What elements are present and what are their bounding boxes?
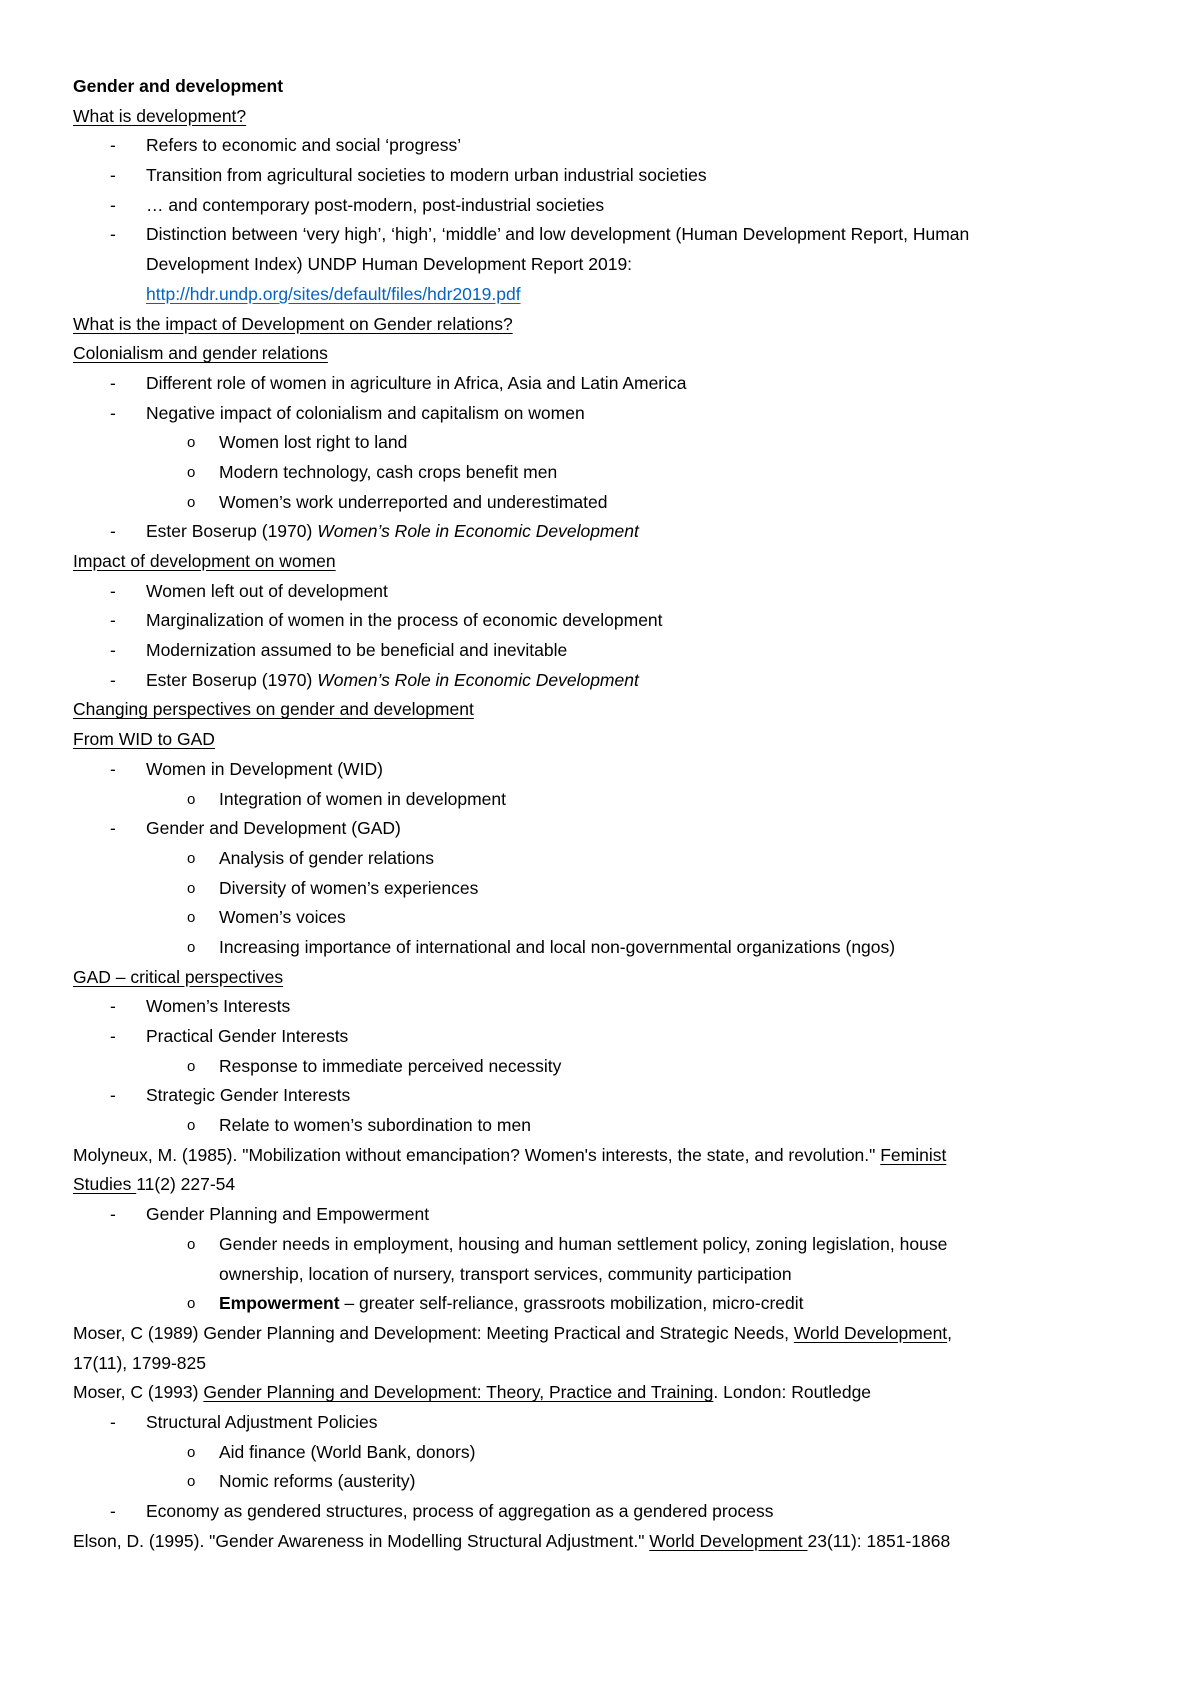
sub-list-item: o Increasing importance of international and local non-governmental organizations (ngos) <box>187 936 896 957</box>
list-item: - Gender and Development (GAD) <box>110 818 401 839</box>
sub-list-item: o Analysis of gender relations <box>187 847 434 868</box>
sub-list-item: o Nomic reforms (austerity) <box>187 1471 416 1492</box>
list-item: - Refers to economic and social ‘progress’ <box>110 135 462 156</box>
sub-list-item: o Empowerment – greater self-reliance, grassroots mobilization, micro-credit <box>187 1293 804 1314</box>
list-item: - Negative impact of colonialism and capitalism on women <box>110 402 585 423</box>
sub-list-item: o Relate to women’s subordination to men <box>187 1115 531 1136</box>
list-item: - Ester Boserup (1970) Women’s Role in Economic Development <box>110 521 639 542</box>
sub-list-item: o Integration of women in development <box>187 788 506 809</box>
list-item: - Strategic Gender Interests <box>110 1085 351 1106</box>
sub-list-item: o Women’s voices <box>187 907 346 928</box>
list-item: - Different role of women in agriculture in Africa, Asia and Latin America <box>110 372 687 393</box>
sub-list-item: o Response to immediate perceived necessity <box>187 1055 562 1076</box>
section-heading-impact: What is the impact of Development on Gender relations? <box>73 313 513 334</box>
sub-list-item: o Women lost right to land <box>187 432 408 453</box>
reference-moser-1989: Moser, C (1989) Gender Planning and Development: Meeting Practical and Strategic Needs, World Development, <box>73 1322 953 1343</box>
list-item: - Economy as gendered structures, process of aggregation as a gendered process <box>110 1501 774 1521</box>
sub-list-item: o Women’s work underreported and underestimated <box>187 491 608 512</box>
subheading-colonialism: Colonialism and gender relations <box>73 343 328 364</box>
section-heading-perspectives: Changing perspectives on gender and development <box>73 699 474 720</box>
sub-list-item: o Aid finance (World Bank, donors) <box>187 1441 476 1462</box>
sub-list-item: o Modern technology, cash crops benefit men <box>187 461 558 482</box>
list-item: - Women in Development (WID) <box>110 758 383 779</box>
list-item: - Women left out of development <box>110 580 388 601</box>
list-item: - Modernization assumed to be beneficial and inevitable <box>110 640 568 661</box>
subheading-wid-gad: From WID to GAD <box>73 729 215 750</box>
list-item: - … and contemporary post-modern, post-industrial societies <box>110 194 605 215</box>
reference-molyneux: Molyneux, M. (1985). "Mobilization without emancipation? Women's interests, the state, and revolution." Feminist <box>73 1144 947 1165</box>
list-item: - Transition from agricultural societies to modern urban industrial societies <box>110 165 707 186</box>
list-item: - Marginalization of women in the process of economic development <box>110 610 663 631</box>
section-heading-gad-critical: GAD – critical perspectives <box>73 966 284 987</box>
document-title: Gender and development <box>73 76 284 96</box>
reference-elson: Elson, D. (1995). "Gender Awareness in Modelling Structural Adjustment." World Development 23(11): 1851-1868 <box>73 1530 951 1551</box>
reference-molyneux-cont: Studies 11(2) 227-54 <box>73 1174 236 1195</box>
list-item: - Distinction between ‘very high’, ‘high’, ‘middle’ and low development (Human Development Report, Human <box>110 224 970 245</box>
reference-moser-1993: Moser, C (1993) Gender Planning and Development: Theory, Practice and Training. London: Routledge <box>73 1382 872 1403</box>
sub-list-item: o Gender needs in employment, housing and human settlement policy, zoning legislation, house <box>187 1233 948 1254</box>
list-item: - Practical Gender Interests <box>110 1026 349 1046</box>
list-item: - Ester Boserup (1970) Women’s Role in Economic Development <box>110 669 639 690</box>
section-heading-impact-women: Impact of development on women <box>73 551 336 571</box>
hdr-report-link-line <box>73 280 1140 310</box>
list-item: - Structural Adjustment Policies <box>110 1411 378 1432</box>
list-item: - Women’s Interests <box>110 996 291 1017</box>
section-heading-development: What is development? <box>73 105 247 126</box>
reference-moser-1989-cont: 17(11), 1799-825 <box>73 1352 206 1373</box>
list-item: - Gender Planning and Empowerment <box>110 1204 430 1225</box>
list-item-continuation: Development Index) UNDP Human Development Report 2019: <box>146 254 633 275</box>
sub-list-item-continuation: ownership, location of nursery, transport services, community participation <box>219 1263 792 1284</box>
hdr-report-link[interactable]: http://hdr.undp.org/sites/default/files/hdr2019.pdf <box>146 283 521 304</box>
sub-list-item: o Diversity of women’s experiences <box>187 877 479 898</box>
